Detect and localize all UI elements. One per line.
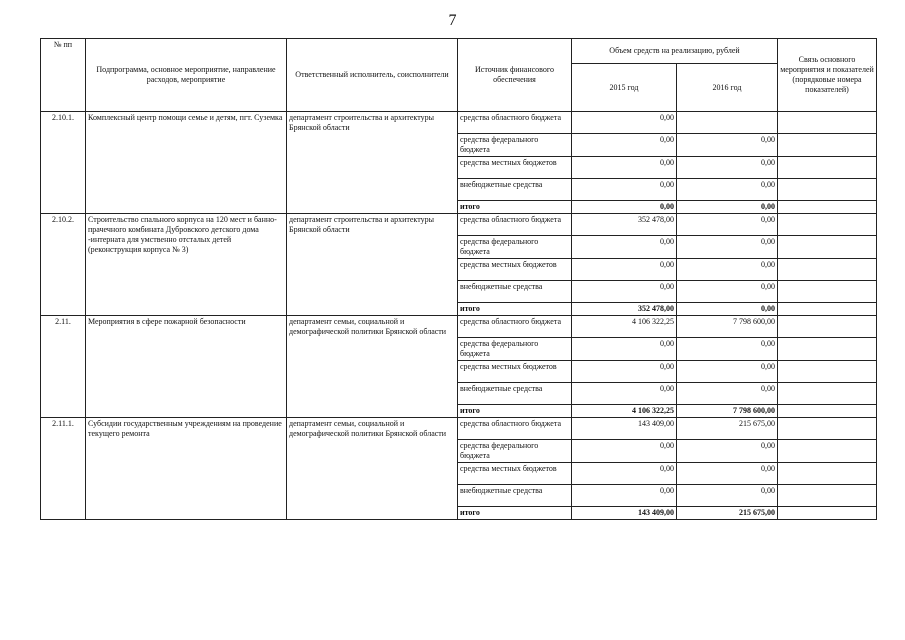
indicator-link — [778, 338, 877, 361]
section-number: 2.11. — [41, 316, 86, 418]
funding-source: средства федерального бюджета — [458, 134, 572, 157]
amount-2015: 0,00 — [572, 179, 677, 201]
funding-source: итого — [458, 201, 572, 214]
funding-source: внебюджетные средства — [458, 485, 572, 507]
section-number: 2.10.2. — [41, 214, 86, 316]
header-volume: Объем средств на реализацию, рублей — [572, 39, 778, 64]
section-responsible: департамент строительства и архитектуры Брянской области — [287, 214, 458, 316]
funding-source: средства местных бюджетов — [458, 361, 572, 383]
table-row — [41, 418, 877, 440]
amount-2016: 7 798 600,00 — [677, 316, 778, 338]
header-num: № пп — [41, 39, 86, 112]
amount-2016: 0,00 — [677, 201, 778, 214]
table-row — [41, 316, 877, 338]
amount-2015: 0,00 — [572, 157, 677, 179]
funding-source: средства федерального бюджета — [458, 440, 572, 463]
amount-2016: 0,00 — [677, 214, 778, 236]
funding-source: средства местных бюджетов — [458, 259, 572, 281]
indicator-link — [778, 214, 877, 236]
header-responsible: Ответственный исполнитель, соисполнители — [287, 39, 458, 112]
funding-source: средства федерального бюджета — [458, 236, 572, 259]
indicator-link — [778, 316, 877, 338]
amount-2016: 0,00 — [677, 236, 778, 259]
funding-source: итого — [458, 303, 572, 316]
amount-2016: 0,00 — [677, 259, 778, 281]
amount-2016: 0,00 — [677, 281, 778, 303]
amount-2015: 0,00 — [572, 485, 677, 507]
amount-2015: 0,00 — [572, 463, 677, 485]
amount-2015: 0,00 — [572, 281, 677, 303]
amount-2016: 0,00 — [677, 361, 778, 383]
amount-2015: 4 106 322,25 — [572, 405, 677, 418]
table-row — [41, 112, 877, 134]
section-number: 2.11.1. — [41, 418, 86, 520]
amount-2016: 0,00 — [677, 157, 778, 179]
indicator-link — [778, 383, 877, 405]
header-link: Связь основного мероприятия и показателей (порядковые номера показателей) — [778, 39, 877, 112]
indicator-link — [778, 485, 877, 507]
section-responsible: департамент семьи, социальной и демографической политики Брянской области — [287, 418, 458, 520]
amount-2015: 0,00 — [572, 361, 677, 383]
indicator-link — [778, 157, 877, 179]
header-subprogram: Подпрограмма, основное мероприятие, направление расходов, мероприятие — [86, 39, 287, 112]
amount-2015: 352 478,00 — [572, 214, 677, 236]
amount-2015: 0,00 — [572, 259, 677, 281]
amount-2015: 143 409,00 — [572, 507, 677, 520]
funding-source: средства областного бюджета — [458, 112, 572, 134]
amount-2015: 0,00 — [572, 383, 677, 405]
amount-2016: 0,00 — [677, 485, 778, 507]
indicator-link — [778, 463, 877, 485]
amount-2016: 215 675,00 — [677, 507, 778, 520]
indicator-link — [778, 418, 877, 440]
funding-source: средства местных бюджетов — [458, 463, 572, 485]
amount-2015: 0,00 — [572, 440, 677, 463]
amount-2015: 0,00 — [572, 134, 677, 157]
indicator-link — [778, 440, 877, 463]
funding-source: внебюджетные средства — [458, 383, 572, 405]
funding-source: итого — [458, 507, 572, 520]
funding-source: итого — [458, 405, 572, 418]
header-year-2016: 2016 год — [677, 64, 778, 112]
section-name: Строительство спального корпуса на 120 мест и банно-прачечного комбината Дубровского детского дома -интерната для умственно отсталых детей (реконструкция корпуса № 3) — [86, 214, 287, 316]
amount-2015: 0,00 — [572, 236, 677, 259]
funding-source: внебюджетные средства — [458, 179, 572, 201]
funding-source: средства федерального бюджета — [458, 338, 572, 361]
amount-2016: 0,00 — [677, 440, 778, 463]
amount-2016: 215 675,00 — [677, 418, 778, 440]
amount-2015: 143 409,00 — [572, 418, 677, 440]
funding-source: средства областного бюджета — [458, 214, 572, 236]
amount-2016: 0,00 — [677, 463, 778, 485]
amount-2016: 0,00 — [677, 338, 778, 361]
section-responsible: департамент семьи, социальной и демографической политики Брянской области — [287, 316, 458, 418]
section-number: 2.10.1. — [41, 112, 86, 214]
amount-2015: 352 478,00 — [572, 303, 677, 316]
amount-2016 — [677, 112, 778, 134]
funding-source: средства местных бюджетов — [458, 157, 572, 179]
financing-table — [40, 38, 877, 520]
table-row — [41, 214, 877, 236]
amount-2016: 0,00 — [677, 383, 778, 405]
indicator-link — [778, 303, 877, 316]
indicator-link — [778, 179, 877, 201]
indicator-link — [778, 259, 877, 281]
indicator-link — [778, 405, 877, 418]
amount-2015: 0,00 — [572, 201, 677, 214]
funding-source: средства областного бюджета — [458, 418, 572, 440]
indicator-link — [778, 201, 877, 214]
amount-2015: 0,00 — [572, 112, 677, 134]
amount-2016: 0,00 — [677, 134, 778, 157]
indicator-link — [778, 134, 877, 157]
section-name: Комплексный центр помощи семье и детям, пгт. Суземка — [86, 112, 287, 214]
indicator-link — [778, 281, 877, 303]
amount-2016: 7 798 600,00 — [677, 405, 778, 418]
amount-2016: 0,00 — [677, 179, 778, 201]
header-source: Источник финансового обеспечения — [458, 39, 572, 112]
indicator-link — [778, 112, 877, 134]
indicator-link — [778, 361, 877, 383]
section-name: Субсидии государственным учреждениям на проведение текущего ремонта — [86, 418, 287, 520]
funding-source: средства областного бюджета — [458, 316, 572, 338]
header-year-2015: 2015 год — [572, 64, 677, 112]
amount-2015: 4 106 322,25 — [572, 316, 677, 338]
funding-source: внебюджетные средства — [458, 281, 572, 303]
amount-2016: 0,00 — [677, 303, 778, 316]
indicator-link — [778, 236, 877, 259]
page-number: 7 — [448, 12, 457, 29]
amount-2015: 0,00 — [572, 338, 677, 361]
section-name: Мероприятия в сфере пожарной безопасности — [86, 316, 287, 418]
section-responsible: департамент строительства и архитектуры Брянской области — [287, 112, 458, 214]
indicator-link — [778, 507, 877, 520]
